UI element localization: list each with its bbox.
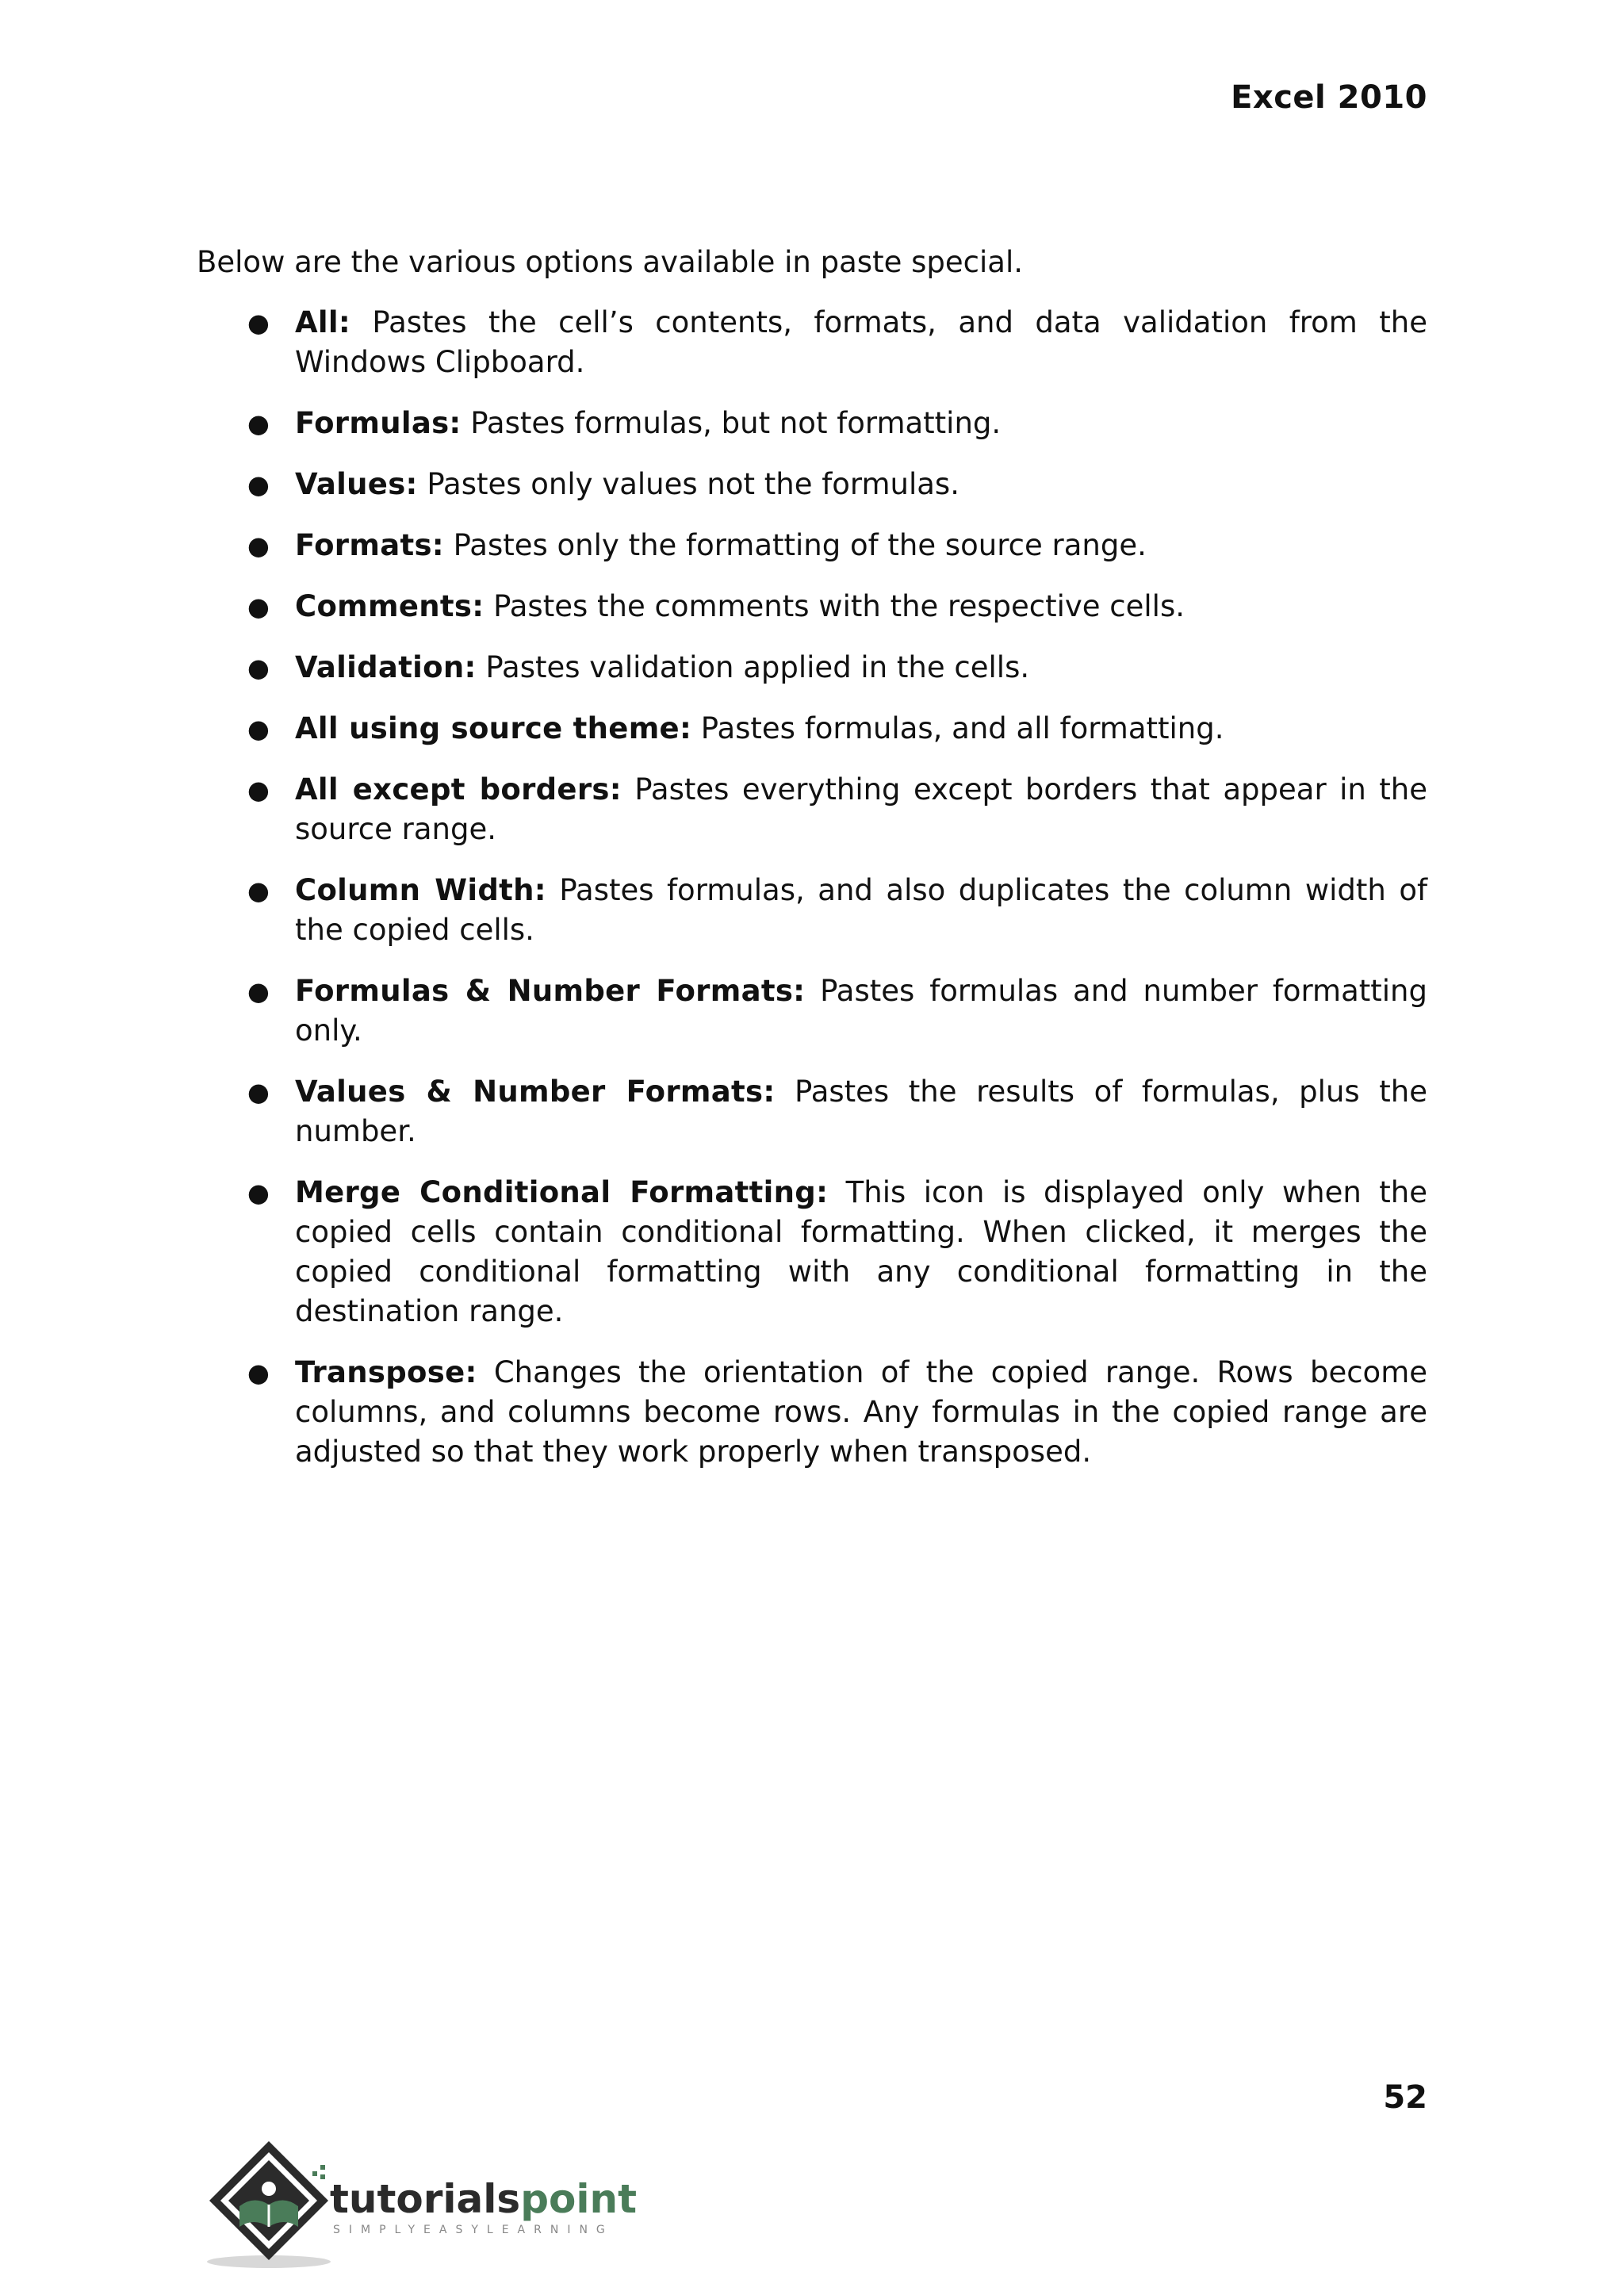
list-item xyxy=(197,648,1427,688)
option-description: Pastes the results of formulas, plus the number. xyxy=(295,1075,1427,1148)
option-term: All: xyxy=(295,305,350,339)
option-description: Pastes the cell’s contents, formats, and data validation from the Windows Clipboard. xyxy=(295,305,1427,379)
bullet-icon: ● xyxy=(247,592,270,622)
list-item xyxy=(197,971,1427,1051)
page-number: 52 xyxy=(1383,2079,1427,2116)
option-description: This icon is displayed only when the copied cells contain conditional formatting. When clicked, it merges the copied conditional formatting with any conditional formatting in the destination range. xyxy=(295,1175,1427,1328)
list-item xyxy=(197,1173,1427,1331)
option-term: Values: xyxy=(295,467,418,501)
bullet-icon: ● xyxy=(247,775,270,805)
bullet-icon: ● xyxy=(247,875,270,906)
option-term: All except borders: xyxy=(295,772,622,807)
bullet-icon: ● xyxy=(247,531,270,561)
bullet-icon: ● xyxy=(247,1178,270,1208)
option-description: Pastes formulas, but not formatting. xyxy=(461,406,1002,440)
logo-name-part1: tutorials xyxy=(330,2176,521,2222)
bullet-icon: ● xyxy=(247,1077,270,1107)
option-description: Pastes only the formatting of the source range. xyxy=(443,528,1147,562)
option-term: Transpose: xyxy=(295,1355,477,1389)
logo-name-part2: point xyxy=(520,2176,637,2222)
page-content xyxy=(197,243,1427,1493)
list-item xyxy=(197,587,1427,626)
option-description: Pastes everything except borders that appear in the source range. xyxy=(295,772,1427,846)
option-term: Formulas & Number Formats: xyxy=(295,974,806,1008)
option-term: Values & Number Formats: xyxy=(295,1075,776,1109)
list-item xyxy=(197,404,1427,443)
option-description: Pastes formulas, and all formatting. xyxy=(691,711,1224,745)
paste-special-options-list xyxy=(197,303,1427,1472)
bullet-icon: ● xyxy=(247,653,270,683)
bullet-icon: ● xyxy=(247,469,270,500)
bullet-icon: ● xyxy=(247,714,270,744)
option-term: Validation: xyxy=(295,650,477,684)
bullet-icon: ● xyxy=(247,308,270,338)
list-item xyxy=(197,871,1427,950)
list-item xyxy=(197,1072,1427,1151)
option-term: Formats: xyxy=(295,528,444,562)
intro-paragraph: Below are the various options available in paste special. xyxy=(197,245,1023,279)
option-description: Pastes only values not the formulas. xyxy=(417,467,959,501)
bullet-icon: ● xyxy=(247,1358,270,1388)
bullet-icon: ● xyxy=(247,408,270,439)
list-item xyxy=(197,526,1427,565)
option-term: All using source theme: xyxy=(295,711,692,745)
option-description: Pastes formulas, and also duplicates the column width of the copied cells. xyxy=(295,873,1427,947)
list-item xyxy=(197,465,1427,504)
option-term: Merge Conditional Formatting: xyxy=(295,1175,829,1209)
logo-tagline: SIMPLYEASYLEARNING xyxy=(333,2224,614,2236)
list-item xyxy=(197,770,1427,849)
tutorialspoint-logo xyxy=(193,2133,669,2276)
page-header-title: Excel 2010 xyxy=(1231,79,1427,116)
bullet-icon: ● xyxy=(247,976,270,1006)
list-item xyxy=(197,709,1427,749)
option-description: Pastes validation applied in the cells. xyxy=(476,650,1030,684)
list-item xyxy=(197,303,1427,382)
svg-text:tutorialspoint xyxy=(330,2176,637,2222)
option-description: Changes the orientation of the copied range. Rows become columns, and columns become rows. Any formulas in the copied range are adjusted so that they work properly when transposed. xyxy=(295,1355,1427,1469)
option-term: Column Width: xyxy=(295,873,546,907)
option-term: Formulas: xyxy=(295,406,462,440)
option-description: Pastes formulas and number formatting only. xyxy=(295,974,1427,1048)
option-term: Comments: xyxy=(295,589,485,623)
option-description: Pastes the comments with the respective cells. xyxy=(484,589,1185,623)
list-item xyxy=(197,1353,1427,1472)
